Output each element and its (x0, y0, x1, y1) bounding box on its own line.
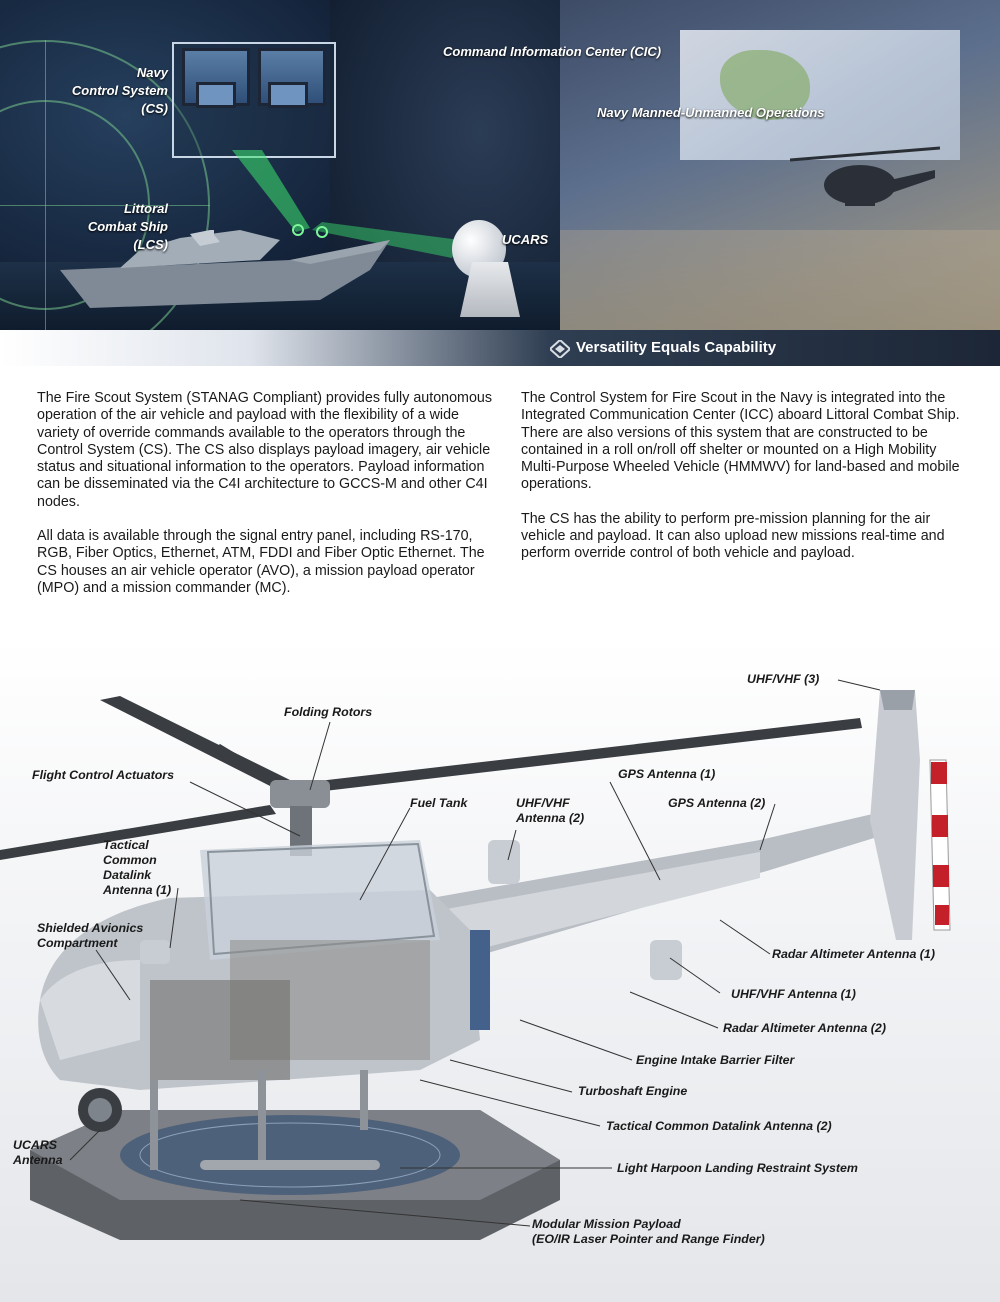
tail-section (420, 690, 950, 970)
callout-modular-mission-payload: Modular Mission Payload (EO/IR Laser Pointer and Range Finder) (532, 1217, 765, 1246)
body-paragraph: The Control System for Fire Scout in the Navy is integrated into the Integrated Communication Center (ICC) aboard Littoral Combat Ship. There are also versions of this system that are constructed to be contained in a roll on/roll off shelter or mounted on a High Mobility Multi-Purpose Wheeled Vehicle (HMMWV) for land-based and mobile operations. (521, 390, 960, 493)
callout-turboshaft-engine: Turboshaft Engine (578, 1084, 688, 1098)
body-column-right (521, 390, 971, 580)
callout-uhf-vhf-antenna-1: UHF/VHF Antenna (1) (731, 987, 856, 1001)
section-banner (0, 330, 1000, 366)
body-paragraph: All data is available through the signal entry panel, including RS-170, RGB, Fiber Optics, Ethernet, ATM, FDDI and Fiber Optic Ethernet. The CS houses an air vehicle operator (AVO), a mission payload operator (MPO) and a mission commander (MC). (37, 528, 485, 596)
callout-radar-altimeter-antenna-2: Radar Altimeter Antenna (2) (723, 1021, 886, 1035)
callout-engine-intake-barrier-filter: Engine Intake Barrier Filter (636, 1053, 795, 1067)
label-navy-control-system: Navy Control System (CS) (71, 65, 168, 116)
callout-gps-antenna-1: GPS Antenna (1) (618, 767, 716, 781)
helicopter-photo (790, 140, 940, 230)
callout-tactical-common-datalink-antenna-1: Tactical Common Datalink Antenna (1) (103, 838, 172, 897)
beam-cs-to-ship (232, 150, 310, 232)
fire-scout-cutaway (0, 640, 1000, 1302)
label-ucars: UCARS (502, 232, 549, 247)
callout-tactical-common-datalink-antenna-2: Tactical Common Datalink Antenna (2) (606, 1119, 832, 1133)
callout-light-harpoon-landing-restraint: Light Harpoon Landing Restraint System (617, 1161, 858, 1175)
callout-uhf-vhf-3: UHF/VHF (3) (747, 672, 820, 686)
label-manned-unmanned-operations: Navy Manned-Unmanned Operations (597, 105, 825, 120)
callout-radar-altimeter-antenna-1: Radar Altimeter Antenna (1) (772, 947, 935, 961)
body-paragraph: The CS has the ability to perform pre-mission planning for the air vehicle and payload. It can also upload new missions real-time and perform override control of both vehicle and payload. (521, 510, 945, 562)
callout-shielded-avionics-compartment: Shielded Avionics Compartment (37, 921, 144, 950)
label-littoral-combat-ship: Littoral Combat Ship (LCS) (87, 201, 168, 252)
body-paragraph: The Fire Scout System (STANAG Compliant) provides fully autonomous operation of the air vehicle and payload with the flexibility of a wide variety of override commands available to the operators through the Control System (CS). The CS also displays payload imagery, air vehicle status and situational information to the operators. Payload information can be disseminated via the C4I architecture to GCCS-M and other C4I nodes. (37, 390, 493, 510)
company-logo-icon (550, 340, 570, 358)
callout-flight-control-actuators: Flight Control Actuators (32, 768, 175, 782)
callout-gps-antenna-2: GPS Antenna (2) (668, 796, 766, 810)
body-column-left (37, 390, 497, 614)
callout-fuel-tank: Fuel Tank (410, 796, 468, 810)
callout-folding-rotors: Folding Rotors (284, 705, 373, 719)
callout-uhf-vhf-antenna-2: UHF/VHF Antenna (2) (516, 796, 585, 825)
label-command-information-center: Command Information Center (CIC) (443, 44, 662, 59)
callout-ucars-antenna: UCARS Antenna (13, 1138, 63, 1167)
hero-collage (0, 0, 1000, 330)
banner-title: Versatility Equals Capability (576, 339, 777, 356)
